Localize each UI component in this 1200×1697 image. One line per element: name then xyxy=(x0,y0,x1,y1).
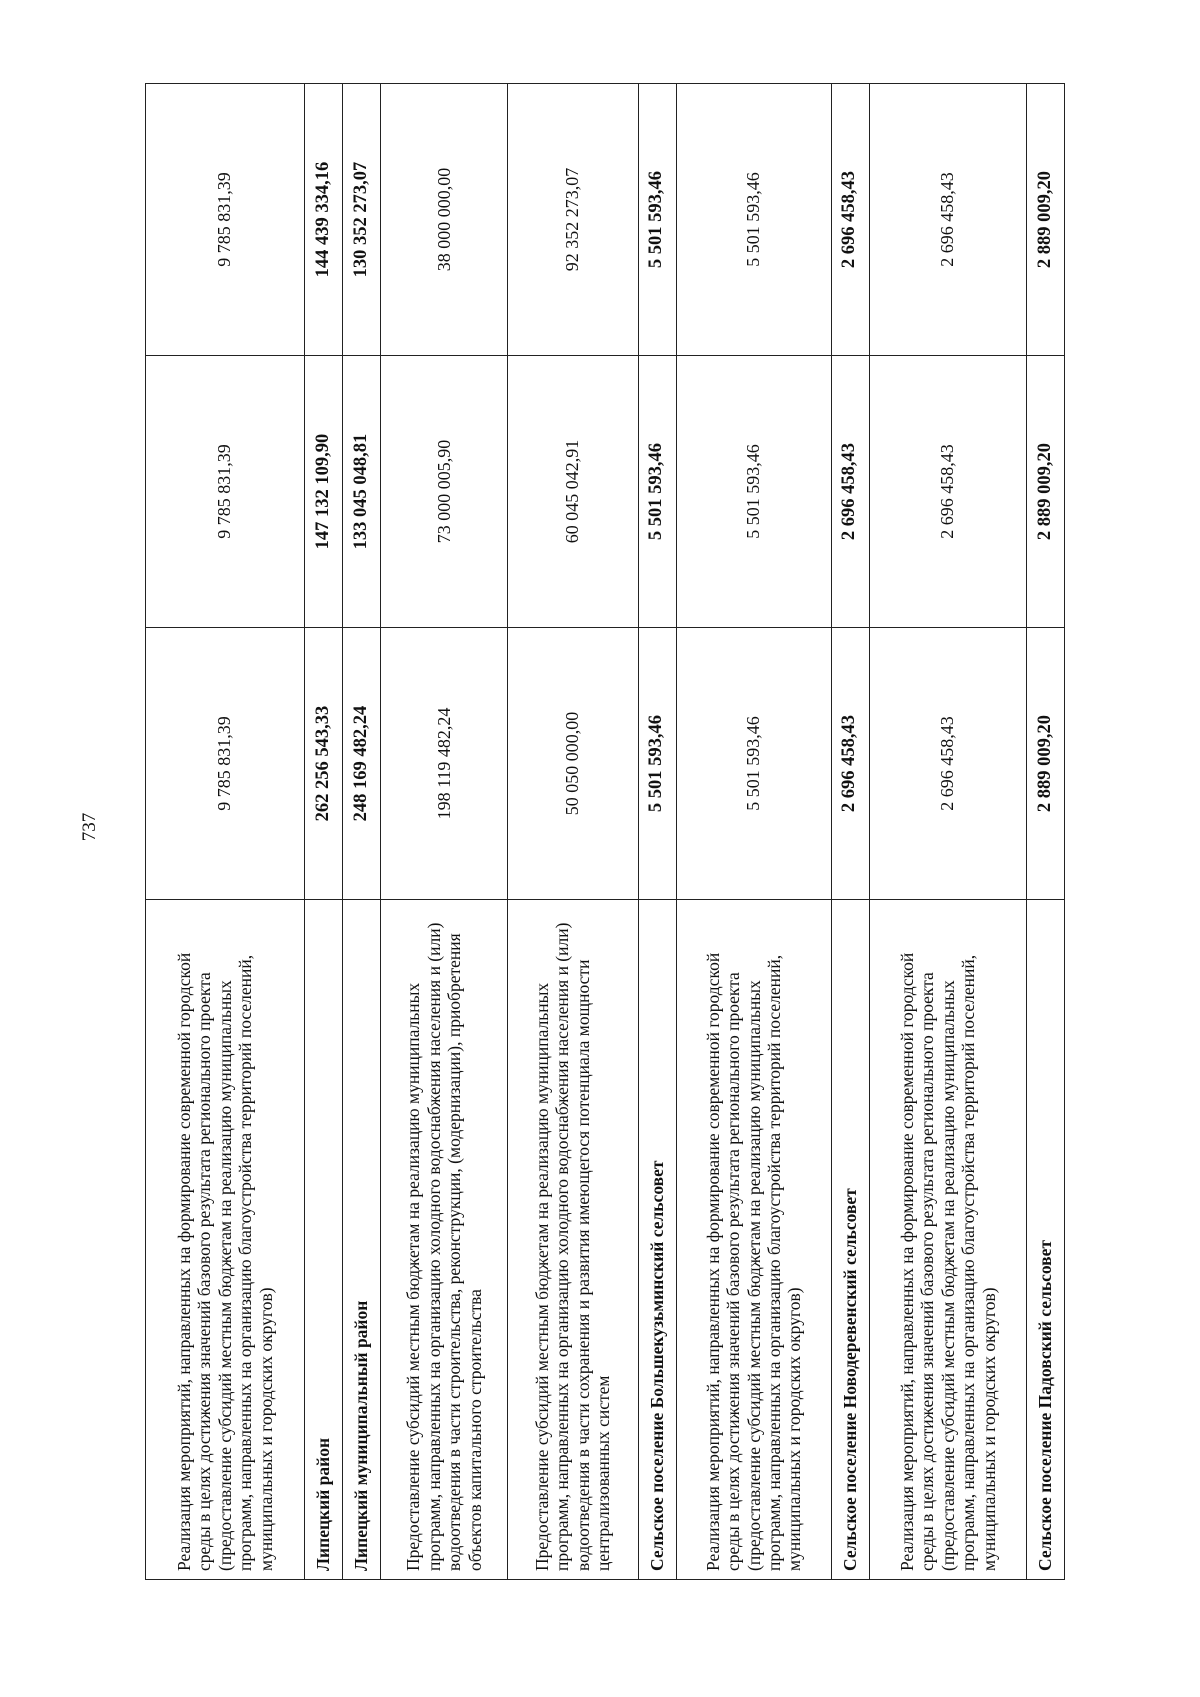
row-name: Реализация мероприятий, направленных на формирование современной городской среды в целях достижения значений базового результата регионального проекта (предоставление субсидий местным бюджетам на реализацию муниципальных программ, направленных на организацию благоустройства территорий поселений, муниципальных и городских округов) xyxy=(146,900,305,1580)
row-name: Сельское поселение Падовский сельсовет xyxy=(1026,900,1064,1580)
row-value-year-3: 130 352 273,07 xyxy=(343,84,381,356)
row-name: Реализация мероприятий, направленных на формирование современной городской среды в целях достижения значений базового результата регионального проекта (предоставление субсидий местным бюджетам на реализацию муниципальных программ, направленных на организацию благоустройства территорий поселений, муниципальных и городских округов) xyxy=(676,900,831,1580)
row-value-year-2: 133 045 048,81 xyxy=(343,356,381,628)
row-value-year-2: 73 000 005,90 xyxy=(381,356,508,628)
table-row xyxy=(869,84,1026,1580)
row-value-year-2: 2 696 458,43 xyxy=(869,356,1026,628)
row-value-year-1: 198 119 482,24 xyxy=(381,628,508,900)
table-container xyxy=(145,83,1065,1580)
table-row-total xyxy=(831,84,869,1580)
row-value-year-1: 9 785 831,39 xyxy=(146,628,305,900)
row-name: Сельское поселение Большекузьминский сельсовет xyxy=(638,900,676,1580)
row-name: Сельское поселение Новодеревенский сельсовет xyxy=(831,900,869,1580)
table-row-total xyxy=(343,84,381,1580)
row-name: Реализация мероприятий, направленных на формирование современной городской среды в целях достижения значений базового результата регионального проекта (предоставление субсидий местным бюджетам на реализацию муниципальных программ, направленных на организацию благоустройства территорий поселений, муниципальных и городских округов) xyxy=(869,900,1026,1580)
row-value-year-3: 38 000 000,00 xyxy=(381,84,508,356)
row-name: Предоставление субсидий местным бюджетам на реализацию муниципальных программ, направленных на организацию холодного водоснабжения населения и (или) водоотведения в части сохранения и развития имеющегося потенциала мощности централизованных систем xyxy=(507,900,638,1580)
table-row xyxy=(381,84,508,1580)
page-number: 737 xyxy=(79,812,100,842)
row-value-year-1: 248 169 482,24 xyxy=(343,628,381,900)
table-row-total xyxy=(1026,84,1064,1580)
table-row xyxy=(676,84,831,1580)
row-name: Предоставление субсидий местным бюджетам на реализацию муниципальных программ, направленных на организацию холодного водоснабжения населения и (или) водоотведения в части строительства, реконструкции, (модернизации), приобретения объектов капитального строительства xyxy=(381,900,508,1580)
row-value-year-2: 60 045 042,91 xyxy=(507,356,638,628)
table-row xyxy=(507,84,638,1580)
row-value-year-3: 92 352 273,07 xyxy=(507,84,638,356)
row-value-year-1: 2 889 009,20 xyxy=(1026,628,1064,900)
row-value-year-2: 2 696 458,43 xyxy=(831,356,869,628)
row-value-year-1: 2 696 458,43 xyxy=(831,628,869,900)
table-row xyxy=(146,84,305,1580)
budget-table xyxy=(145,83,1065,1580)
rotated-table-frame xyxy=(145,83,1065,1580)
row-value-year-1: 5 501 593,46 xyxy=(638,628,676,900)
row-value-year-3: 144 439 334,16 xyxy=(304,84,342,356)
row-value-year-2: 9 785 831,39 xyxy=(146,356,305,628)
table-row-total xyxy=(638,84,676,1580)
row-value-year-1: 262 256 543,33 xyxy=(304,628,342,900)
row-value-year-1: 5 501 593,46 xyxy=(676,628,831,900)
row-value-year-2: 5 501 593,46 xyxy=(676,356,831,628)
row-value-year-2: 5 501 593,46 xyxy=(638,356,676,628)
row-value-year-3: 2 889 009,20 xyxy=(1026,84,1064,356)
row-value-year-2: 2 889 009,20 xyxy=(1026,356,1064,628)
row-name: Липецкий муниципальный район xyxy=(343,900,381,1580)
row-value-year-3: 5 501 593,46 xyxy=(638,84,676,356)
row-value-year-3: 5 501 593,46 xyxy=(676,84,831,356)
table-row-total xyxy=(304,84,342,1580)
row-value-year-1: 2 696 458,43 xyxy=(869,628,1026,900)
row-name: Липецкий район xyxy=(304,900,342,1580)
row-value-year-2: 147 132 109,90 xyxy=(304,356,342,628)
row-value-year-3: 9 785 831,39 xyxy=(146,84,305,356)
row-value-year-3: 2 696 458,43 xyxy=(831,84,869,356)
row-value-year-1: 50 050 000,00 xyxy=(507,628,638,900)
row-value-year-3: 2 696 458,43 xyxy=(869,84,1026,356)
